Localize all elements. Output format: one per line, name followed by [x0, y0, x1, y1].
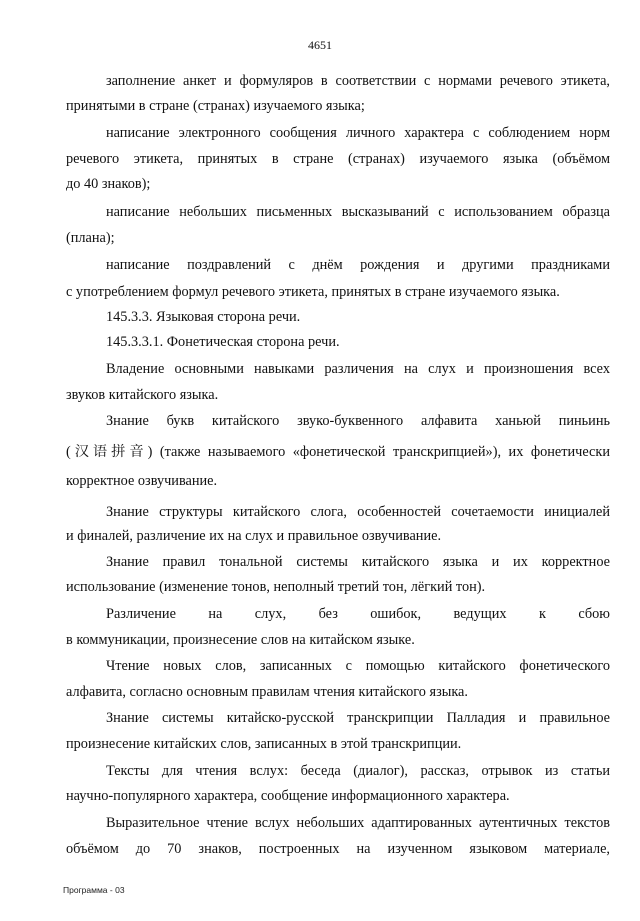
text-line: написание небольших письменных высказываний с использованием образца	[106, 204, 610, 220]
text-line: принятыми в стране (странах) изучаемого языка;	[66, 98, 365, 114]
text-line: Знание правил тональной системы китайского языка и их корректное	[106, 554, 610, 570]
text-line: Чтение новых слов, записанных с помощью китайского фонетического	[106, 658, 610, 674]
text-line: до 40 знаков);	[66, 176, 151, 192]
text-line: с употреблением формул речевого этикета, принятых в стране изучаемого языка.	[66, 284, 560, 300]
text-line: использование (изменение тонов, неполный третий тон, лёгкий тон).	[66, 579, 486, 595]
footer-label: Программа - 03	[63, 885, 125, 895]
text-line: звуков китайского языка.	[66, 387, 219, 403]
text-line: в коммуникации, произнесение слов на китайском языке.	[66, 632, 415, 648]
section-heading: 145.3.3.1. Фонетическая сторона речи.	[106, 334, 340, 350]
text-line: заполнение анкет и формуляров в соответствии с нормами речевого этикета,	[106, 73, 610, 89]
text-line: Тексты для чтения вслух: беседа (диалог), рассказ, отрывок из статьи	[106, 763, 610, 779]
text-line: написание электронного сообщения личного характера с соблюдением норм	[106, 125, 610, 141]
text-line: алфавита, согласно основным правилам чтения китайского языка.	[66, 684, 468, 700]
text-line: Владение основными навыками различения на слух и произношения всех	[106, 361, 610, 377]
text-line: речевого этикета, принятых в стране (странах) изучаемого языка (объёмом	[66, 151, 610, 167]
text-line: Знание системы китайско-русской транскрипции Палладия и правильное	[106, 710, 610, 726]
text-line: (汉语拼音) (также называемого «фонетической транскрипцией»), их фонетически	[66, 444, 610, 460]
text-line: произнесение китайских слов, записанных в этой транскрипции.	[66, 736, 462, 752]
page-number: 4651	[308, 38, 332, 52]
text-line: Знание букв китайского звуко-буквенного алфавита ханьюй пиньинь	[106, 413, 610, 429]
text-line: написание поздравлений с днём рождения и другими праздниками	[106, 257, 610, 273]
text-line: и финалей, различение их на слух и правильное озвучивание.	[66, 528, 442, 544]
section-heading: 145.3.3. Языковая сторона речи.	[106, 309, 301, 325]
text-line: Различение на слух, без ошибок, ведущих к сбою	[106, 606, 610, 622]
text-line: Выразительное чтение вслух небольших адаптированных аутентичных текстов	[106, 815, 610, 831]
text-line: Знание структуры китайского слога, особенностей сочетаемости инициалей	[106, 504, 610, 520]
text-line: корректное озвучивание.	[66, 473, 218, 489]
text-line: научно-популярного характера, сообщение информационного характера.	[66, 788, 510, 804]
text-line: (плана);	[66, 230, 115, 246]
text-line: объёмом до 70 знаков, построенных на изученном языковом материале,	[66, 841, 610, 857]
